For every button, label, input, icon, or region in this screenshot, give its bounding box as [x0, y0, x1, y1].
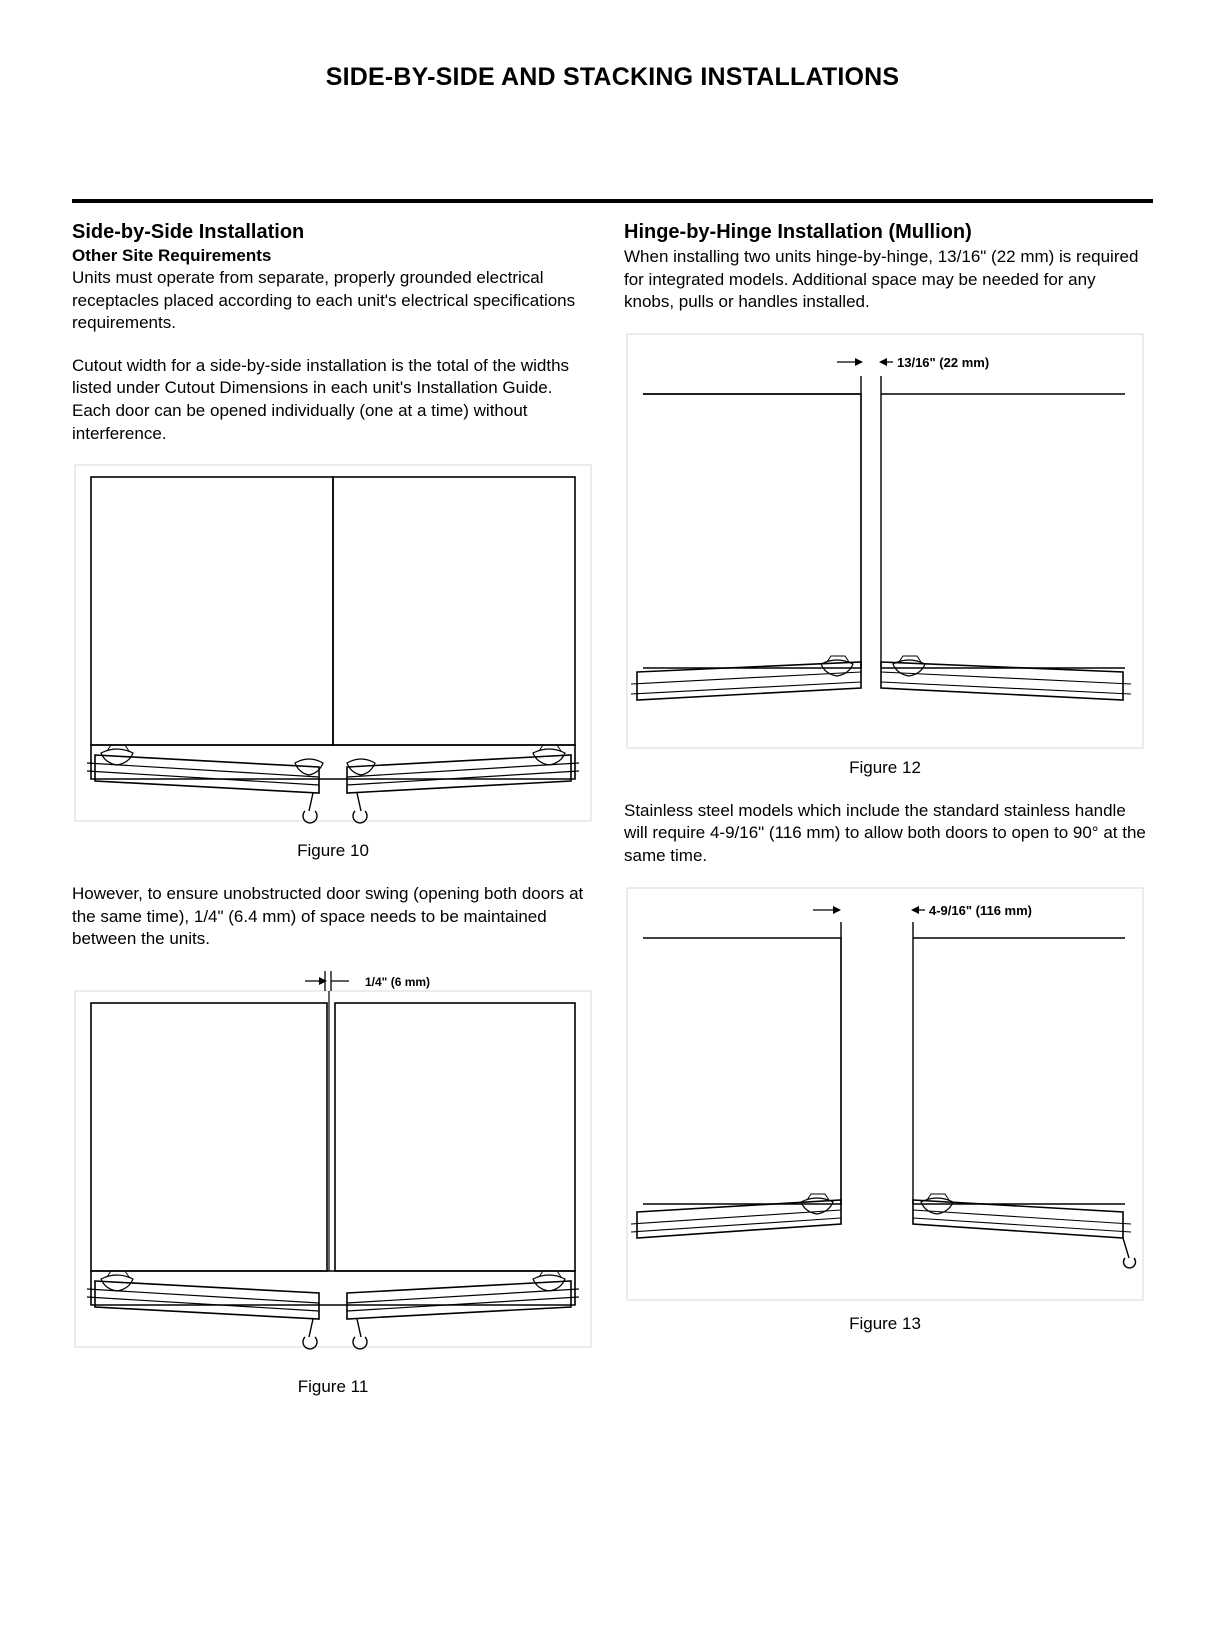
figure-10-block [72, 463, 594, 861]
paragraph-hinge-by-hinge: When installing two units hinge-by-hinge, 13/16" (22 mm) is required for integrated models. Additional space may be needed for any knobs, pulls or handles installed. [624, 247, 1139, 312]
two-column-body [0, 221, 1225, 1397]
figure-13-block [624, 886, 1146, 1334]
figure-12-illustration [625, 332, 1145, 750]
subsection-title-other-site-requirements: Other Site Requirements [72, 246, 272, 265]
paragraph-door-swing: However, to ensure unobstructed door swing (opening both doors at the same time), 1/4" (6.4 mm) of space needs to be maintained between the units. [72, 884, 584, 949]
figure-10-caption: Figure 10 [297, 841, 369, 861]
section-title-side-by-side: Side-by-Side Installation [72, 221, 305, 243]
figure-13-illustration [625, 886, 1145, 1306]
figure-13-dimension-label-text: 4-9/16" (116 mm) [929, 902, 1032, 918]
paragraph-electrical-receptacles: Units must operate from separate, properly grounded electrical receptacles placed according to each unit's electrical specifications requirements. [72, 268, 576, 333]
document-page [0, 63, 1225, 1648]
left-column [72, 221, 594, 1397]
paragraph-cutout-width: Cutout width for a side-by-side installation is the total of the widths listed under Cutout Dimensions in each unit's Installation Guide. Each door can be opened individually (one at a time) without interference. [72, 355, 570, 443]
figure-11-block [72, 969, 594, 1397]
figure-11-illustration [73, 969, 593, 1369]
figure-13-caption: Figure 13 [849, 1313, 921, 1333]
figure-12-block [624, 332, 1146, 778]
figure-11-dimension-label-text: 1/4" (6 mm) [365, 975, 431, 990]
figure-12-dimension-label-text: 13/16" (22 mm) [897, 354, 990, 370]
title-divider [72, 199, 1153, 203]
paragraph-stainless-handle: Stainless steel models which include the standard stainless handle will require 4-9/16" (116 mm) to allow both doors to open to 90° at the same time. [624, 800, 1146, 866]
section-title-hinge-by-hinge: Hinge-by-Hinge Installation (Mullion) [624, 221, 972, 243]
figure-10-illustration [73, 463, 593, 833]
page-title: SIDE-BY-SIDE AND STACKING INSTALLATIONS [325, 63, 900, 91]
figure-12-caption: Figure 12 [849, 757, 921, 777]
right-column [624, 221, 1146, 1397]
figure-11-caption: Figure 11 [297, 1377, 369, 1397]
